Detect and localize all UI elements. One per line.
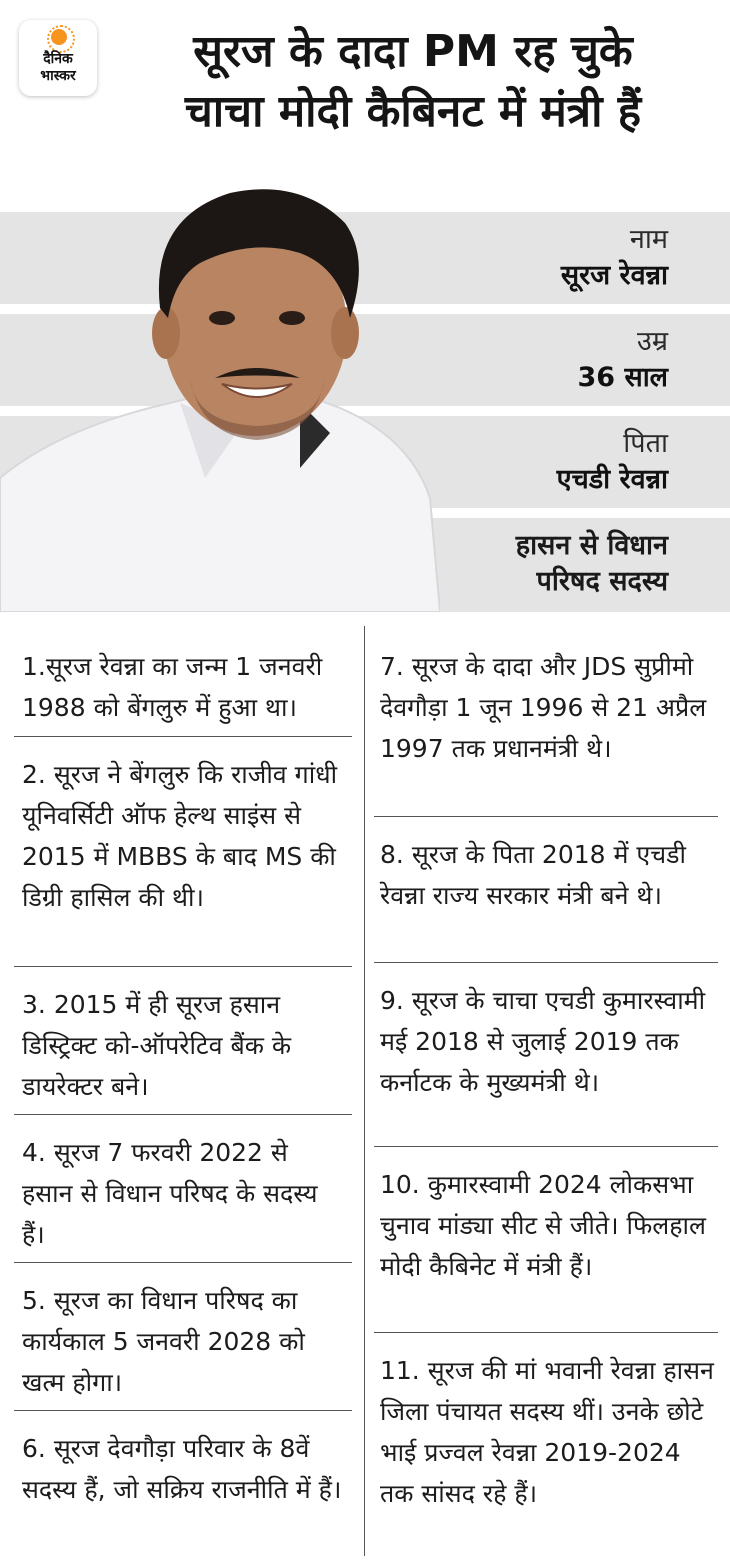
fact-text: सूरज का विधान परिषद का कार्यकाल 5 जनवरी 2028 को खत्म होगा। xyxy=(22,1286,305,1397)
fact-separator xyxy=(374,816,718,817)
fact-item xyxy=(366,980,730,1103)
fact-item xyxy=(0,984,362,1107)
fact-number: 3. xyxy=(22,990,46,1019)
fact-number: 8. xyxy=(380,840,404,869)
fact-number: 11. xyxy=(380,1356,420,1385)
info-name xyxy=(561,222,668,294)
fact-number: 6. xyxy=(22,1434,46,1463)
sun-icon xyxy=(51,29,67,45)
fact-text: सूरज के पिता 2018 में एचडी रेवन्ना राज्य सरकार मंत्री बने थे। xyxy=(380,840,686,910)
fact-text: सूरज देवगौड़ा परिवार के 8वें सदस्य हैं, जो सक्रिय राजनीति में हैं। xyxy=(22,1434,342,1504)
fact-item xyxy=(0,1280,362,1403)
fact-text: सूरज के दादा और JDS सुप्रीमो देवगौड़ा 1 जून 1996 से 21 अप्रैल 1997 तक प्रधानमंत्री थे। xyxy=(380,652,707,763)
fact-number: 1. xyxy=(22,652,46,681)
fact-number: 4. xyxy=(22,1138,46,1167)
info-father xyxy=(557,426,668,498)
fact-text: कुमारस्वामी 2024 लोकसभा चुनाव मांड्या सीट से जीते। फिलहाल मोदी कैबिनेट में मंत्री हैं। xyxy=(380,1170,706,1281)
fact-item xyxy=(0,754,362,918)
profile-section xyxy=(0,178,730,612)
headline-line1: सूरज के दादा PM रह चुके xyxy=(193,26,633,77)
father-value: एचडी रेवन्ना xyxy=(556,464,668,495)
fact-number: 10. xyxy=(380,1170,420,1199)
role-line2: परिषद सदस्य xyxy=(536,566,668,597)
logo-text-line2: भास्कर xyxy=(40,68,76,84)
fact-separator xyxy=(14,1114,352,1115)
headline-line2: चाचा मोदी कैबिनट में मंत्री हैं xyxy=(184,86,642,137)
name-label: नाम xyxy=(629,224,668,255)
name-value: सूरज रेवन्ना xyxy=(560,260,668,291)
fact-number: 2. xyxy=(22,760,46,789)
fact-item xyxy=(366,1350,730,1514)
facts-section xyxy=(0,612,730,1560)
fact-separator xyxy=(14,966,352,967)
fact-text: 2015 में ही सूरज हसान डिस्ट्रिक्ट को-ऑपरेटिव बैंक के डायरेक्टर बने। xyxy=(22,990,292,1101)
role-line1: हासन से विधान xyxy=(515,530,668,561)
info-age xyxy=(577,324,668,396)
fact-text: सूरज रेवन्ना का जन्म 1 जनवरी 1988 को बेंगलुरु में हुआ था। xyxy=(22,652,323,722)
column-divider xyxy=(364,626,365,1556)
fact-item xyxy=(366,1164,730,1287)
fact-number: 5. xyxy=(22,1286,46,1315)
fact-separator xyxy=(374,1146,718,1147)
dainik-bhaskar-logo xyxy=(19,20,97,96)
age-value: 36 साल xyxy=(577,362,668,393)
headline xyxy=(108,22,718,142)
fact-separator xyxy=(14,1410,352,1411)
father-label: पिता xyxy=(623,428,668,459)
fact-item xyxy=(366,646,730,769)
portrait-photo xyxy=(0,178,440,612)
fact-text: सूरज की मां भवानी रेवन्ना हासन जिला पंचायत सदस्य थीं। उनके छोटे भाई प्रज्वल रेवन्ना 2019-2024 तक सांसद रहे हैं। xyxy=(380,1356,714,1508)
fact-item xyxy=(366,834,730,916)
logo-text-line1: दैनिक xyxy=(43,51,73,67)
age-label: उम्र xyxy=(637,326,668,357)
fact-item xyxy=(0,1132,362,1255)
fact-separator xyxy=(374,1332,718,1333)
fact-number: 7. xyxy=(380,652,404,681)
fact-number: 9. xyxy=(380,986,404,1015)
fact-separator xyxy=(14,736,352,737)
fact-separator xyxy=(374,962,718,963)
info-role xyxy=(516,528,668,600)
fact-separator xyxy=(14,1262,352,1263)
fact-text: सूरज के चाचा एचडी कुमारस्वामी मई 2018 से जुलाई 2019 तक कर्नाटक के मुख्यमंत्री थे। xyxy=(380,986,706,1097)
fact-text: सूरज 7 फरवरी 2022 से हसान से विधान परिषद के सदस्य हैं। xyxy=(22,1138,318,1249)
fact-text: सूरज ने बेंगलुरु कि राजीव गांधी यूनिवर्सिटी ऑफ हेल्थ साइंस से 2015 में MBBS के बाद MS की डिग्री हासिल की थी। xyxy=(22,760,338,912)
fact-item xyxy=(0,646,362,728)
fact-item xyxy=(0,1428,362,1510)
